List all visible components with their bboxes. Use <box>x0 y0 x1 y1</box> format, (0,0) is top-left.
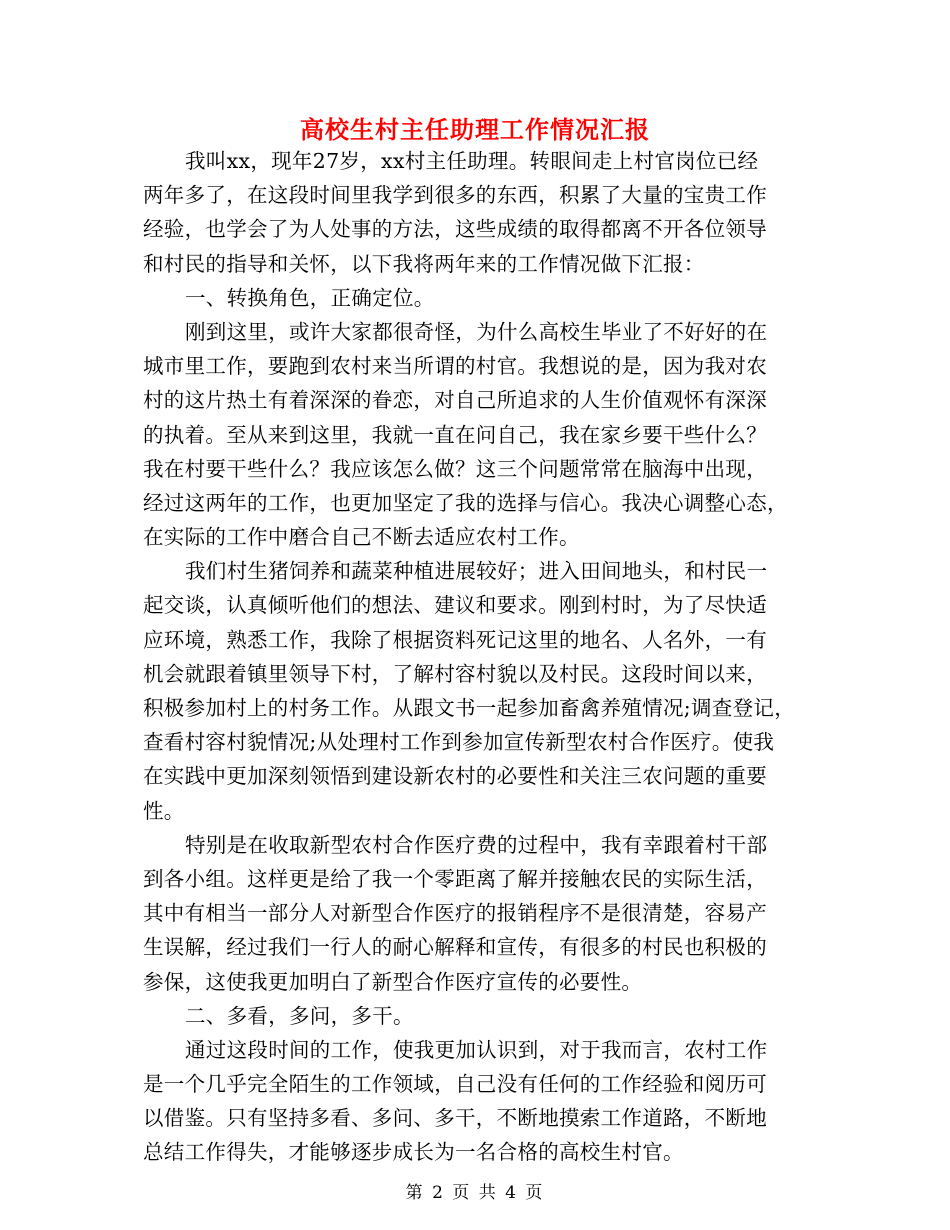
text-line: 经验，也学会了为人处事的方法，这些成绩的取得都离不开各位领导 <box>143 217 767 242</box>
text-line: 以借鉴。只有坚持多看、多问、多干，不断地摸索工作道路，不断地 <box>143 1106 767 1131</box>
text-line: 我在村要干些什么？我应该怎么做？这三个问题常常在脑海中出现， <box>143 456 767 481</box>
document-body <box>143 144 811 1170</box>
section-heading-1: 一、转换角色，正确定位。 <box>185 285 435 310</box>
text-line: 参保，这使我更加明白了新型合作医疗宣传的必要性。 <box>143 969 643 994</box>
text-line: 应环境，熟悉工作，我除了根据资料死记这里的地名、人名外，一有 <box>143 627 767 652</box>
text-line: 经过这两年的工作，也更加坚定了我的选择与信心。我决心调整心态， <box>143 490 788 515</box>
page-footer: 第 2 页 共 4 页 <box>405 1183 545 1203</box>
text-line: 到各小组。这样更是给了我一个零距离了解并接触农民的实际生活， <box>143 866 767 891</box>
text-line: 积极参加村上的村务工作。从跟文书一起参加畜禽养殖情况;调查登记， <box>143 696 796 720</box>
document-title: 高校生村主任助理工作情况汇报 <box>300 115 650 144</box>
text-line: 和村民的指导和关怀，以下我将两年来的工作情况做下汇报： <box>143 251 705 276</box>
text-line: 特别是在收取新型农村合作医疗费的过程中，我有幸跟着村干部 <box>185 832 768 857</box>
text-line: 在实际的工作中磨合自己不断去适应农村工作。 <box>143 525 580 550</box>
text-line: 机会就跟着镇里领导下村，了解村容村貌以及村民。这段时间以来， <box>143 661 767 686</box>
text-line: 起交谈，认真倾听他们的想法、建议和要求。刚到村时，为了尽快适 <box>143 593 767 618</box>
text-line: 生误解，经过我们一行人的耐心解释和宣传，有很多的村民也积极的 <box>143 935 767 960</box>
text-line: 我叫xx，现年27岁，xx村主任助理。转眼间走上村官岗位已经 <box>185 149 759 173</box>
text-line: 通过这段时间的工作，使我更加认识到，对于我而言，农村工作 <box>185 1037 768 1062</box>
text-line: 村的这片热土有着深深的眷恋，对自己所追求的人生价值观怀有深深 <box>143 388 767 413</box>
text-line: 我们村生猪饲养和蔬菜种植进展较好；进入田间地头，和村民一 <box>185 559 768 584</box>
text-line: 查看村容村貌情况;从处理村工作到参加宣传新型农村合作医疗。使我 <box>143 730 775 755</box>
text-line: 两年多了，在这段时间里我学到很多的东西，积累了大量的宝贵工作 <box>143 183 767 208</box>
section-heading-2: 二、多看，多问，多干。 <box>185 1003 414 1028</box>
text-line: 其中有相当一部分人对新型合作医疗的报销程序不是很清楚，容易产 <box>143 901 767 926</box>
text-line: 的执着。至从来到这里，我就一直在问自己，我在家乡要干些什么？ <box>143 422 767 447</box>
text-line: 城市里工作，要跑到农村来当所谓的村官。我想说的是，因为我对农 <box>143 354 767 379</box>
text-line: 在实践中更加深刻领悟到建设新农村的必要性和关注三农问题的重要 <box>143 764 767 789</box>
text-line: 刚到这里，或许大家都很奇怪，为什么高校生毕业了不好好的在 <box>185 319 768 344</box>
text-line: 性。 <box>143 798 185 823</box>
text-line: 总结工作得失，才能够逐步成长为一名合格的高校生村官。 <box>143 1140 684 1165</box>
text-line: 是一个几乎完全陌生的工作领域，自己没有任何的工作经验和阅历可 <box>143 1072 767 1097</box>
